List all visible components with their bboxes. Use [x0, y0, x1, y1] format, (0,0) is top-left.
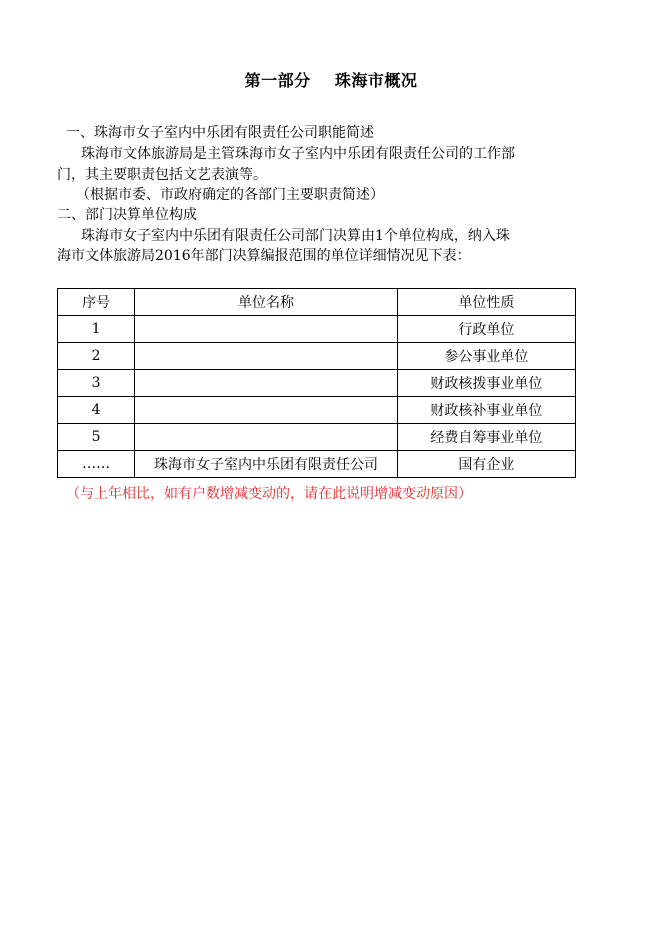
change-explanation-note: （与上年相比，如有户数增减变动的，请在此说明增减变动原因） — [66, 486, 472, 502]
section-1-paragraph-line-2: 门，其主要职责包括文艺表演等。 — [57, 167, 267, 183]
cell-seq: 2 — [58, 343, 135, 370]
table-row — [58, 316, 576, 343]
section-2-paragraph-line-2: 海市文体旅游局2016年部门决算编报范围的单位详细情况见下表： — [57, 248, 471, 264]
table-row — [58, 370, 576, 397]
cell-seq: 1 — [58, 316, 135, 343]
section-1-paragraph-line-1: 珠海市文体旅游局是主管珠海市女子室内中乐团有限责任公司的工作部 — [81, 146, 515, 162]
cell-unit-type: 经费自筹事业单位 — [397, 424, 575, 451]
header-seq: 序号 — [58, 289, 135, 316]
cell-unit-type: 参公事业单位 — [397, 343, 575, 370]
cell-seq: …… — [58, 451, 135, 478]
cell-seq: 3 — [58, 370, 135, 397]
cell-unit-name — [135, 370, 398, 397]
table-row — [58, 451, 576, 478]
cell-unit-type: 财政核拨事业单位 — [397, 370, 575, 397]
header-unit-type: 单位性质 — [397, 289, 575, 316]
cell-unit-name — [135, 316, 398, 343]
cell-unit-name — [135, 424, 398, 451]
cell-unit-name: 珠海市女子室内中乐团有限责任公司 — [135, 451, 398, 478]
cell-seq: 5 — [58, 424, 135, 451]
table-row — [58, 424, 576, 451]
cell-unit-type: 国有企业 — [397, 451, 575, 478]
header-unit-name: 单位名称 — [135, 289, 398, 316]
table-row — [58, 343, 576, 370]
section-2-paragraph-line-1: 珠海市女子室内中乐团有限责任公司部门决算由1个单位构成，纳入珠 — [81, 228, 510, 244]
cell-unit-type: 行政单位 — [397, 316, 575, 343]
unit-composition-table — [57, 288, 576, 478]
section-1-heading: 一、珠海市女子室内中乐团有限责任公司职能简述 — [66, 125, 374, 141]
section-2-heading: 二、部门决算单位构成 — [57, 207, 197, 223]
cell-unit-name — [135, 343, 398, 370]
cell-unit-name — [135, 397, 398, 424]
page-title: 第一部分 珠海市概况 — [244, 71, 418, 90]
cell-unit-type: 财政核补事业单位 — [397, 397, 575, 424]
cell-seq: 4 — [58, 397, 135, 424]
table-row — [58, 397, 576, 424]
table-header-row — [58, 289, 576, 316]
section-1-note: （根据市委、市政府确定的各部门主要职责简述） — [76, 187, 384, 203]
